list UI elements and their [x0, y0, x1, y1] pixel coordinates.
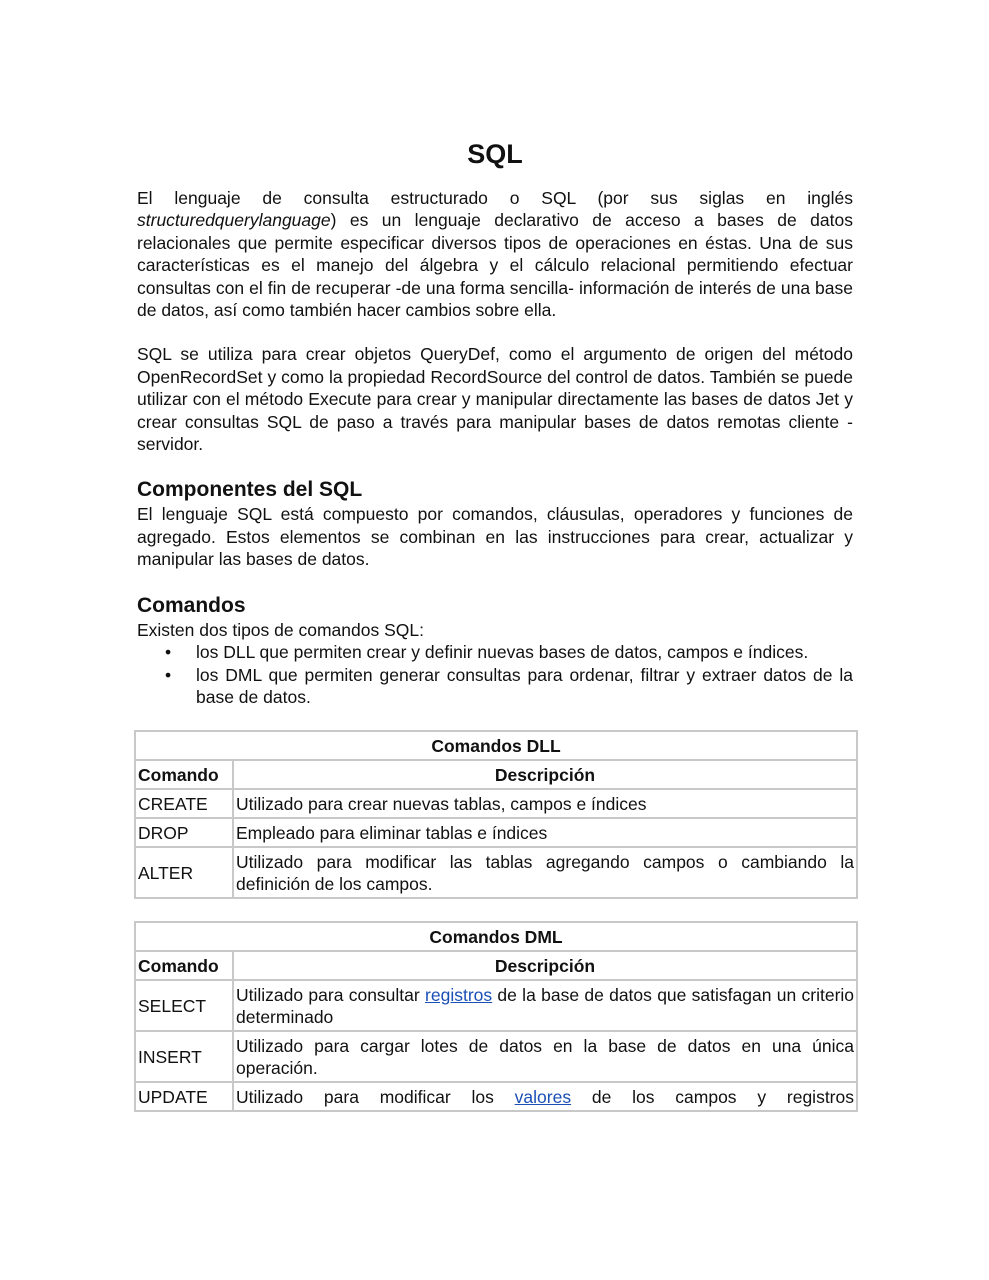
intro-paragraph-2: SQL se utiliza para crear objetos QueryDef, como el argumento de origen del método OpenRecordSet y como la propiedad RecordSource del control de datos. También se puede utilizar con el método Execute para crear y manipular directamente las bases de datos Jet y crear consultas SQL de paso a través para manipular bases de datos remotas cliente - servidor.	[137, 344, 853, 455]
table-row	[135, 847, 857, 898]
description-cell: Utilizado para crear nuevas tablas, campos e índices	[233, 789, 857, 818]
column-header-command: Comando	[135, 760, 233, 789]
intro-text-end: ) es un lenguaje declarativo de acceso a bases de datos relacionales que permite especificar diversos tipos de operaciones en éstas. Una de sus características es el manejo del álgebra y el cálculo relacional permitiendo efectuar consultas con el fin de recuperar -de una forma sencilla- información de interés de una base de datos, así como también hacer cambios sobre ella.	[137, 210, 853, 321]
bullet-icon: •	[165, 664, 172, 685]
command-cell: UPDATE	[135, 1082, 233, 1111]
description-cell	[233, 1082, 857, 1111]
description-text-end: de los campos y registros	[571, 1087, 854, 1108]
dml-table	[134, 921, 858, 1112]
column-header-command: Comando	[135, 951, 233, 980]
command-cell: DROP	[135, 818, 233, 847]
commands-list	[137, 641, 853, 708]
table-row	[135, 818, 857, 847]
column-header-description: Descripción	[233, 951, 857, 980]
description-text-start: Utilizado para consultar	[236, 985, 426, 1006]
description-cell	[233, 980, 857, 1031]
commands-heading: Comandos	[137, 593, 246, 617]
components-heading: Componentes del SQL	[137, 478, 363, 502]
table-row	[135, 789, 857, 818]
intro-paragraph-1	[137, 187, 853, 321]
dml-table-caption: Comandos DML	[135, 922, 857, 951]
table-row	[135, 1082, 857, 1111]
column-header-description: Descripción	[233, 760, 857, 789]
components-paragraph: El lenguaje SQL está compuesto por comandos, cláusulas, operadores y funciones de agregado. Estos elementos se combinan en las instrucciones para crear, actualizar y manipular las bases de datos.	[137, 504, 853, 570]
description-text-end: de la base de datos que satisfagan un criterio determinado	[236, 985, 855, 1028]
intro-italic-term: structuredquerylanguage	[137, 210, 331, 231]
list-item-text: los DLL que permiten crear y definir nuevas bases de datos, campos e índices.	[196, 642, 809, 663]
command-cell: CREATE	[135, 789, 233, 818]
list-item-text: los DML que permiten generar consultas para ordenar, filtrar y extraer datos de la base de datos.	[196, 664, 853, 707]
dll-table	[134, 730, 858, 899]
registros-link[interactable]: registros	[425, 985, 493, 1006]
command-cell: ALTER	[135, 847, 233, 898]
valores-link[interactable]: valores	[514, 1087, 572, 1108]
document-page	[137, 137, 853, 1134]
table-caption-row	[135, 731, 857, 760]
command-cell: INSERT	[135, 1031, 233, 1082]
description-cell: Utilizado para cargar lotes de datos en la base de datos en una única operación.	[233, 1031, 857, 1082]
bullet-icon: •	[165, 642, 172, 663]
dll-table-caption: Comandos DLL	[135, 731, 857, 760]
page-title: SQL	[467, 139, 523, 169]
table-header-row	[135, 951, 857, 980]
intro-text-start: El lenguaje de consulta estructurado o SQL (por sus siglas en inglés	[137, 188, 853, 208]
list-item	[161, 664, 853, 709]
commands-intro: Existen dos tipos de comandos SQL:	[137, 619, 424, 640]
description-text-start: Utilizado para modificar los	[236, 1087, 515, 1108]
table-row	[135, 1031, 857, 1082]
description-cell: Utilizado para modificar las tablas agregando campos o cambiando la definición de los campos.	[233, 847, 857, 898]
list-item	[161, 641, 853, 663]
command-cell: SELECT	[135, 980, 233, 1031]
table-header-row	[135, 760, 857, 789]
table-row	[135, 980, 857, 1031]
table-caption-row	[135, 922, 857, 951]
description-cell: Empleado para eliminar tablas e índices	[233, 818, 857, 847]
